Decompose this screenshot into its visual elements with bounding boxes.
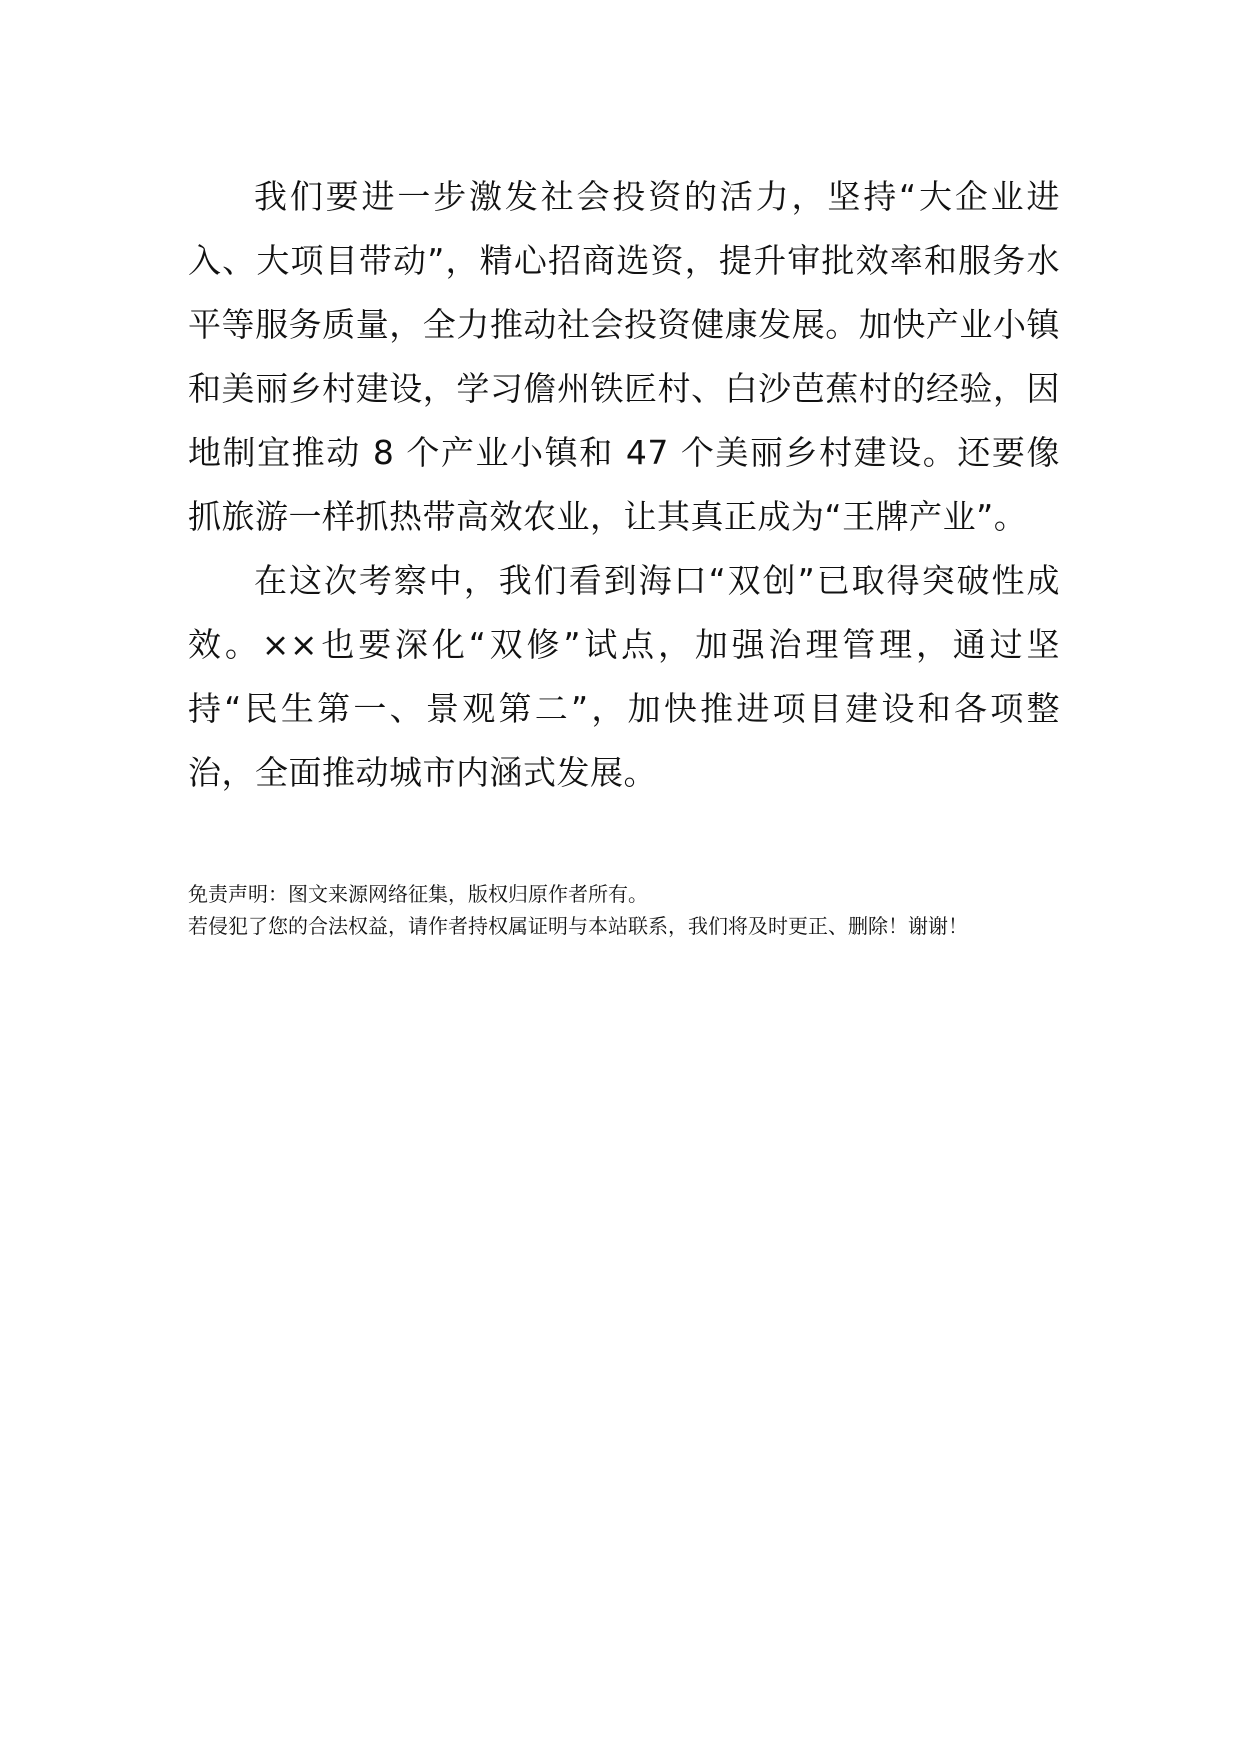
disclaimer-line-2: 若侵犯了您的合法权益，请作者持权属证明与本站联系，我们将及时更正、删除！谢谢！ xyxy=(188,914,968,938)
paragraph-investment: 我们要进一步激发社会投资的活力，坚持“大企业进入、大项目带动”，精心招商选资，提升审批效率和服务水平等服务质量，全力推动社会投资健康发展。加快产业小镇和美丽乡村建设，学习儋州铁匠村、白沙芭蕉村的经验，因地制宜推动 8 个产业小镇和 47 个美丽乡村建设。还要像抓旅游一样抓热带高效农业，让其真正成为“王牌产业”。 xyxy=(188,177,1060,536)
disclaimer xyxy=(188,878,1088,942)
disclaimer-line-1: 免责声明：图文来源网络征集，版权归原作者所有。 xyxy=(188,882,648,906)
paragraph-inspection: 在这次考察中，我们看到海口“双创”已取得突破性成效。××也要深化“双修”试点，加强治理管理，通过坚持“民生第一、景观第二”，加快推进项目建设和各项整治，全面推动城市内涵式发展。 xyxy=(188,561,1060,792)
document-body xyxy=(188,165,1060,805)
